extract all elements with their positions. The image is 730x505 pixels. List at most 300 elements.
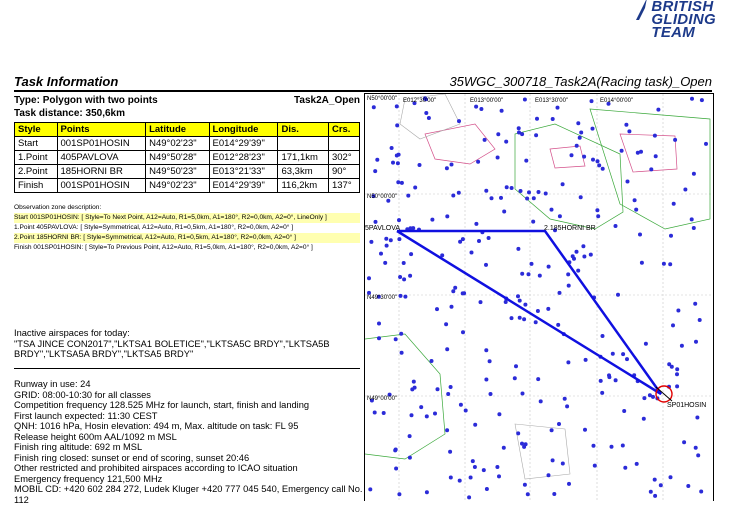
cell — [278, 137, 329, 151]
point-label-finish: SP01HOSIN — [667, 402, 706, 409]
lat-label: N50°00'00" — [367, 96, 397, 102]
waypoint-dot — [575, 250, 579, 254]
waypoint-dot — [692, 226, 696, 230]
waypoint-dot — [591, 127, 595, 131]
waypoint-dot — [425, 490, 429, 494]
waypoint-dot — [550, 428, 554, 432]
info-line: Release height 600m AAL/1092 m MSL — [14, 432, 360, 443]
waypoint-dot — [626, 180, 630, 184]
waypoint-dot — [467, 495, 471, 499]
waypoint-dot — [571, 254, 575, 258]
cell: 90° — [328, 165, 359, 179]
logo-line-1: BRITISH — [651, 0, 716, 13]
cell: E012°28'23" — [209, 151, 278, 165]
waypoint-dot — [395, 123, 399, 127]
waypoint-dot — [396, 180, 400, 184]
waypoint-dot — [411, 226, 415, 230]
waypoint-dot — [696, 453, 700, 457]
waypoint-dot — [675, 384, 679, 388]
waypoint-dot — [390, 146, 394, 150]
waypoint-dot — [384, 237, 388, 241]
waypoint-dot — [500, 109, 504, 113]
waypoint-dot — [525, 197, 529, 201]
airspaces-heading: Inactive airspaces for today: — [14, 328, 360, 339]
waypoint-dot — [624, 123, 628, 127]
waypoint-dot — [695, 416, 699, 420]
waypoint-dot — [656, 108, 660, 112]
waypoint-dot — [395, 154, 399, 158]
waypoint-dot — [425, 414, 429, 418]
waypoint-dot — [483, 138, 487, 142]
waypoint-dot — [497, 412, 501, 416]
info-line: First launch expected: 11:30 CEST — [14, 411, 360, 422]
waypoint-dot — [642, 417, 646, 421]
waypoint-dot — [614, 224, 618, 228]
waypoint-dot — [419, 405, 423, 409]
waypoint-dot — [595, 208, 599, 212]
waypoint-dot — [461, 330, 465, 334]
waypoint-dot — [379, 252, 383, 256]
waypoint-dot — [461, 291, 465, 295]
waypoint-dot — [400, 181, 404, 185]
waypoint-dot — [642, 396, 646, 400]
waypoint-dot — [662, 262, 666, 266]
waypoint-dot — [458, 479, 462, 483]
waypoint-dot — [372, 105, 376, 109]
waypoint-dot — [397, 218, 401, 222]
waypoint-dot — [523, 483, 527, 487]
lat-label: N49°00'00" — [367, 396, 397, 402]
waypoint-dot — [433, 412, 437, 416]
waypoint-dot — [539, 399, 543, 403]
col-latitude: Latitude — [146, 123, 209, 137]
logo-swoosh-icon — [635, 0, 649, 22]
waypoint-dot — [369, 240, 373, 244]
waypoint-dot — [668, 262, 672, 266]
info-line: Finish ring altitude: 692 m MSL — [14, 442, 360, 453]
waypoint-dot — [579, 131, 583, 135]
waypoint-dot — [517, 126, 521, 130]
waypoint-dot — [445, 428, 449, 432]
cell: Start — [15, 137, 58, 151]
waypoint-dot — [635, 462, 639, 466]
waypoint-dot — [408, 456, 412, 460]
british-gliding-team-logo — [651, 0, 716, 39]
waypoint-dot — [622, 409, 626, 413]
waypoint-dot — [583, 428, 587, 432]
waypoint-dot — [496, 132, 500, 136]
table-row — [15, 151, 360, 165]
cell: 1.Point — [15, 151, 58, 165]
waypoint-dot — [505, 185, 509, 189]
waypoint-dot — [694, 340, 698, 344]
waypoint-dot — [552, 492, 556, 496]
waypoint-dot — [690, 217, 694, 221]
task-name: Task2A_Open — [294, 95, 360, 106]
waypoint-dot — [683, 188, 687, 192]
waypoint-dot — [424, 111, 428, 115]
airspace-pink-c — [550, 146, 585, 168]
waypoint-dot — [402, 277, 406, 281]
waypoint-dot — [382, 411, 386, 415]
waypoint-dot — [399, 332, 403, 336]
waypoint-dot — [535, 117, 539, 121]
waypoint-dot — [408, 274, 412, 278]
observation-line-start: Start 001SP01HOSIN: [ Style=To Next Point, A12=Auto, R1=5,0km, A1=180°, R2=0,0km, A2=0°, LineOnly ] — [14, 213, 360, 223]
page-title: Task Information — [14, 74, 118, 89]
col-style: Style — [15, 123, 58, 137]
waypoint-dot — [596, 214, 600, 218]
table-row — [15, 179, 360, 193]
waypoint-dot — [675, 367, 679, 371]
waypoint-dot — [600, 391, 604, 395]
waypoint-dot — [510, 316, 514, 320]
waypoint-dot — [575, 144, 579, 148]
waypoint-dot — [527, 272, 531, 276]
task-map[interactable] — [364, 93, 714, 501]
map-labels — [365, 96, 706, 409]
waypoint-dot — [397, 237, 401, 241]
waypoint-dot — [504, 140, 508, 144]
waypoint-dot — [591, 158, 595, 162]
col-points: Points — [57, 123, 146, 137]
col-course: Crs. — [328, 123, 359, 137]
waypoint-dot — [557, 422, 561, 426]
briefing-info — [14, 379, 360, 505]
waypoint-dot — [490, 196, 494, 200]
waypoint-dot — [484, 348, 488, 352]
info-line: 112 — [14, 495, 360, 505]
waypoint-dot — [576, 269, 580, 273]
waypoint-dot — [673, 138, 677, 142]
waypoint-dot — [520, 442, 524, 446]
inactive-airspaces — [14, 328, 360, 360]
waypoint-dot — [445, 347, 449, 351]
waypoint-dot — [373, 169, 377, 173]
waypoint-dot — [521, 392, 525, 396]
waypoint-dot — [474, 105, 478, 109]
waypoint-dot — [474, 222, 478, 226]
waypoint-dot — [479, 107, 483, 111]
lat-label: N50°00'00" — [367, 194, 397, 200]
waypoint-dot — [471, 459, 475, 463]
info-line: QNH: 1016 hPa, Hosin elevation: 494 m, Max. altitude on task: FL 95 — [14, 421, 360, 432]
waypoint-dot — [459, 403, 463, 407]
top-lon-label: E013°00'00" — [470, 98, 503, 104]
airspaces-divider — [14, 368, 360, 369]
waypoint-dot — [373, 411, 377, 415]
waypoint-dot — [634, 208, 638, 212]
waypoint-dot — [448, 450, 452, 454]
waypoint-dot — [394, 467, 398, 471]
waypoint-dot — [496, 156, 500, 160]
cell: 116,2km — [278, 179, 329, 193]
waypoint-dot — [464, 409, 468, 413]
waypoint-dot — [669, 475, 673, 479]
waypoint-dot — [395, 104, 399, 108]
waypoint-dot — [479, 300, 483, 304]
waypoint-dot — [649, 490, 653, 494]
waypoint-dot — [584, 358, 588, 362]
table-header-row — [15, 123, 360, 137]
waypoint-dot — [700, 98, 704, 102]
waypoint-dot — [625, 357, 629, 361]
waypoint-dot — [530, 262, 534, 266]
waypoint-dot — [391, 161, 395, 165]
task-type-line — [14, 95, 360, 108]
waypoint-dot — [534, 133, 538, 137]
task-details — [14, 95, 360, 253]
waypoint-dot — [484, 378, 488, 382]
waypoint-dot — [686, 484, 690, 488]
waypoint-dot — [504, 300, 508, 304]
waypoint-dot — [368, 487, 372, 491]
waypoint-dots — [367, 96, 708, 499]
waypoint-dot — [523, 303, 527, 307]
waypoint-dot — [449, 385, 453, 389]
cell: N49°50'23" — [146, 165, 209, 179]
waypoint-dot — [621, 444, 625, 448]
waypoint-dot — [495, 465, 499, 469]
waypoint-dot — [639, 150, 643, 154]
waypoint-dot — [396, 161, 400, 165]
waypoint-dot — [556, 323, 560, 327]
waypoint-dot — [593, 464, 597, 468]
waypoint-dot — [675, 372, 679, 376]
waypoint-dot — [680, 344, 684, 348]
waypoint-dot — [547, 265, 551, 269]
waypoint-dot — [672, 202, 676, 206]
page-header — [14, 74, 712, 90]
waypoint-dot — [547, 473, 551, 477]
waypoint-dot — [477, 239, 481, 243]
waypoint-dot — [640, 261, 644, 265]
waypoint-dot — [457, 191, 461, 195]
cell: E014°29'39" — [209, 179, 278, 193]
point-label-horni-br: 2.185HORNI BR — [544, 225, 596, 232]
waypoint-dot — [611, 352, 615, 356]
cell: E013°21'33" — [209, 165, 278, 179]
airspace-green-a — [515, 124, 623, 229]
waypoint-dot — [516, 431, 520, 435]
waypoint-dot — [476, 160, 480, 164]
waypoint-dot — [451, 289, 455, 293]
waypoint-dot — [550, 208, 554, 212]
task-file-name: 35WGC_300718_Task2A(Racing task)_Open — [449, 74, 712, 89]
waypoint-dot — [627, 129, 631, 133]
waypoint-dot — [430, 218, 434, 222]
waypoint-dot — [667, 362, 671, 366]
airspaces-list: "TSA JINCE CON2017","LKTSA1 BOLETICE","LKTSA5C BRDY","LKTSA5B BRDY","LKTSA5A BRDY","LKTSA5 BRDY" — [14, 339, 360, 360]
waypoint-dot — [551, 458, 555, 462]
waypoint-dot — [649, 167, 653, 171]
waypoint-dot — [413, 386, 417, 390]
top-lon-label: E014°00'00" — [600, 98, 633, 104]
table-row — [15, 165, 360, 179]
waypoint-dot — [516, 294, 520, 298]
waypoint-dot — [581, 244, 585, 248]
waypoint-dot — [403, 295, 407, 299]
waypoint-dot — [400, 351, 404, 355]
top-lon-label: E013°30'00" — [535, 98, 568, 104]
airspace-boundaries — [365, 94, 710, 479]
waypoint-dot — [576, 121, 580, 125]
task-route — [397, 231, 672, 402]
info-line: Other restricted and prohibited airspaces according to ICAO situation — [14, 463, 360, 474]
info-line: Runway in use: 24 — [14, 379, 360, 390]
waypoint-dot — [453, 286, 457, 290]
waypoint-dot — [409, 252, 413, 256]
waypoint-dot — [579, 195, 583, 199]
header-divider — [14, 90, 712, 92]
waypoint-dot — [375, 158, 379, 162]
airspace-pink-a — [425, 124, 495, 164]
waypoint-dot — [377, 322, 381, 326]
cell: 001SP01HOSIN — [57, 137, 146, 151]
task-type: Type: Polygon with two points — [14, 95, 158, 106]
waypoint-dot — [444, 322, 448, 326]
waypoint-dot — [621, 352, 625, 356]
waypoint-dot — [436, 387, 440, 391]
waypoint-dot — [450, 305, 454, 309]
cell: 2.Point — [15, 165, 58, 179]
waypoint-dot — [514, 364, 518, 368]
waypoint-dot — [499, 196, 503, 200]
cell: N49°02'23" — [146, 179, 209, 193]
cell: E014°29'39" — [209, 137, 278, 151]
waypoint-dot — [570, 153, 574, 157]
waypoint-dot — [563, 397, 567, 401]
info-line: GRID: 08:00-10:30 for all classes — [14, 390, 360, 401]
table-row — [15, 137, 360, 151]
cell: 302° — [328, 151, 359, 165]
waypoint-dot — [377, 336, 381, 340]
waypoint-dot — [592, 444, 596, 448]
waypoint-dot — [567, 284, 571, 288]
waypoint-dot — [406, 194, 410, 198]
waypoint-dot — [519, 189, 523, 193]
waypoint-dot — [590, 99, 594, 103]
waypoint-dot — [561, 182, 565, 186]
task-route-line — [397, 231, 661, 394]
waypoint-dot — [653, 134, 657, 138]
waypoint-dot — [470, 251, 474, 255]
waypoint-dot — [469, 476, 473, 480]
observation-line-point2: 2.Point 185HORNI BR: [ Style=Symmetrical, A12=Auto, R1=0,5km, A1=180°, R2=0,0km, A2=0° ] — [14, 233, 360, 243]
waypoint-dot — [435, 307, 439, 311]
waypoint-dot — [551, 117, 555, 121]
observation-line-point1: 1.Point 405PAVLOVA: [ Style=Symmetrical, A12=Auto, R1=0,5km, A1=180°, R2=0,0km, A2=0° ] — [14, 223, 360, 233]
cell: 171,1km — [278, 151, 329, 165]
waypoint-dot — [513, 376, 517, 380]
waypoint-dot — [374, 220, 378, 224]
waypoint-dot — [536, 309, 540, 313]
logo-line-3: TEAM — [651, 26, 716, 39]
waypoint-dot — [671, 323, 675, 327]
waypoint-dot — [393, 448, 397, 452]
waypoint-dot — [692, 172, 696, 176]
waypoint-dot — [616, 293, 620, 297]
waypoint-dot — [520, 272, 524, 276]
waypoint-dot — [430, 359, 434, 363]
waypoint-dot — [482, 468, 486, 472]
waypoint-dot — [489, 392, 493, 396]
info-line: Emergency frequency 121,500 MHz — [14, 474, 360, 485]
waypoint-dot — [473, 465, 477, 469]
airspace-grey-b — [515, 424, 570, 479]
waypoint-dot — [623, 466, 627, 470]
waypoint-dot — [596, 159, 600, 163]
waypoint-dot — [413, 186, 417, 190]
waypoint-dot — [538, 274, 542, 278]
waypoint-dot — [527, 190, 531, 194]
waypoint-dot — [385, 244, 389, 248]
waypoint-dot — [566, 360, 570, 364]
point-label-pavlova: 5PAVLOVA — [365, 225, 400, 232]
waypoint-dot — [601, 167, 605, 171]
waypoint-dot — [517, 131, 521, 135]
waypoint-dot — [450, 163, 454, 167]
info-line: MOBIL CD: +420 602 284 272, Ludek Kluger +420 777 045 540, Emergency call No. — [14, 484, 360, 495]
col-longitude: Longitude — [209, 123, 278, 137]
waypoint-dot — [418, 163, 422, 167]
waypoint-dot — [484, 263, 488, 267]
waypoint-dot — [485, 487, 489, 491]
waypoint-dot — [682, 440, 686, 444]
waypoint-dot — [473, 423, 477, 427]
waypoint-dot — [516, 247, 520, 251]
waypoint-dot — [653, 478, 657, 482]
waypoint-dot — [427, 116, 431, 120]
waypoint-dot — [589, 253, 593, 257]
waypoint-dot — [510, 186, 514, 190]
waypoint-dot — [446, 392, 450, 396]
waypoint-dot — [614, 378, 618, 382]
waypoint-dot — [565, 404, 569, 408]
waypoint-dot — [445, 166, 449, 170]
waypoint-dot — [567, 482, 571, 486]
waypoint-dot — [597, 163, 601, 167]
waypoint-dot — [534, 320, 538, 324]
waypoint-dot — [582, 155, 586, 159]
waypoint-dot — [537, 190, 541, 194]
waypoint-dot — [518, 299, 522, 303]
waypoint-dot — [389, 238, 393, 242]
waypoint-dot — [457, 119, 461, 123]
waypoint-dot — [487, 236, 491, 240]
waypoint-dot — [410, 413, 414, 417]
waypoint-dot — [402, 261, 406, 265]
waypoint-dot — [651, 395, 655, 399]
logo-line-2: GLIDING — [651, 13, 716, 26]
waypoint-dot — [532, 196, 536, 200]
waypoint-dot — [397, 492, 401, 496]
observation-zones — [14, 203, 360, 253]
task-map-svg — [365, 94, 713, 501]
waypoint-dot — [399, 294, 403, 298]
map-grid — [365, 94, 713, 501]
waypoint-dot — [561, 462, 565, 466]
waypoint-dot — [566, 272, 570, 276]
task-distance: Task distance: 350,6km — [14, 108, 360, 121]
waypoint-dot — [449, 476, 453, 480]
waypoint-dot — [690, 97, 694, 101]
waypoint-dot — [523, 98, 527, 102]
turnpoint-table — [14, 122, 360, 193]
info-line: Finish ring closed: sunset or end of scoring, sunset 20:46 — [14, 453, 360, 464]
waypoint-dot — [394, 337, 398, 341]
waypoint-dot — [484, 189, 488, 193]
